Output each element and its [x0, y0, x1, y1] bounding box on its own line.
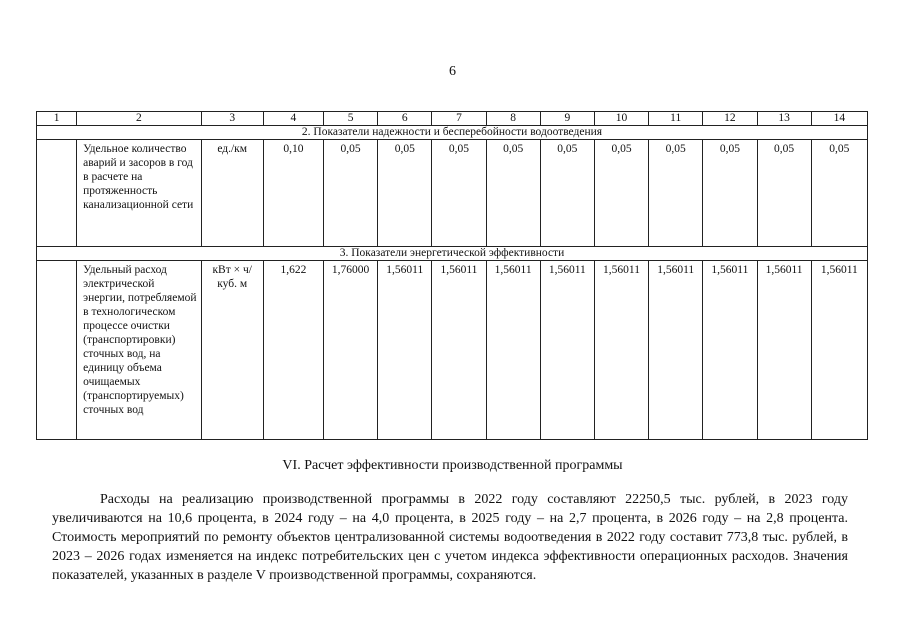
table-row — [37, 261, 868, 440]
value-cell: 0,05 — [540, 140, 594, 247]
section-title-energy: 3. Показатели энергетической эффективности — [37, 247, 868, 261]
header-cell: 5 — [324, 112, 378, 126]
page-number: 6 — [449, 64, 456, 79]
indicator-name-cell: Удельный расход электрической энергии, потребляемой в технологическом процессе очистки (транспортировки) сточных вод, на единицу объема очищаемых (транспортируемых) сточных вод — [77, 261, 201, 440]
header-cell: 13 — [757, 112, 811, 126]
value-cell: 1,56011 — [811, 261, 867, 440]
value-cell: 1,56011 — [378, 261, 432, 440]
section-row-reliability — [37, 126, 868, 140]
value-cell: 1,56011 — [540, 261, 594, 440]
value-cell: 1,56011 — [757, 261, 811, 440]
table-header-row — [37, 112, 868, 126]
header-cell: 8 — [486, 112, 540, 126]
header-cell: 2 — [77, 112, 201, 126]
section-row-energy — [37, 247, 868, 261]
header-cell: 11 — [649, 112, 703, 126]
value-cell: 1,56011 — [649, 261, 703, 440]
value-cell: 1,56011 — [703, 261, 757, 440]
header-cell: 4 — [263, 112, 323, 126]
header-cell: 1 — [37, 112, 77, 126]
row-number-cell — [37, 140, 77, 247]
value-cell: 0,05 — [811, 140, 867, 247]
header-cell: 10 — [594, 112, 648, 126]
indicator-name-cell: Удельное количество аварий и засоров в год в расчете на протяженность канализационной сети — [77, 140, 201, 247]
value-cell: 0,10 — [263, 140, 323, 247]
value-cell: 1,76000 — [324, 261, 378, 440]
header-cell: 9 — [540, 112, 594, 126]
value-cell: 1,56011 — [594, 261, 648, 440]
unit-cell: ед./км — [201, 140, 263, 247]
unit-cell: кВт × ч/ куб. м — [201, 261, 263, 440]
value-cell: 0,05 — [594, 140, 648, 247]
value-cell: 0,05 — [324, 140, 378, 247]
table-row — [37, 140, 868, 247]
value-cell: 0,05 — [703, 140, 757, 247]
value-cell: 0,05 — [757, 140, 811, 247]
header-cell: 14 — [811, 112, 867, 126]
header-cell: 7 — [432, 112, 486, 126]
row-number-cell — [37, 261, 77, 440]
section-title-reliability: 2. Показатели надежности и бесперебойности водоотведения — [37, 126, 868, 140]
value-cell: 0,05 — [378, 140, 432, 247]
header-cell: 6 — [378, 112, 432, 126]
value-cell: 1,56011 — [432, 261, 486, 440]
value-cell: 1,56011 — [486, 261, 540, 440]
value-cell: 0,05 — [432, 140, 486, 247]
section-heading: VI. Расчет эффективности производственной программы — [282, 458, 623, 473]
value-cell: 0,05 — [486, 140, 540, 247]
body-paragraph: Расходы на реализацию производственной программы в 2022 году составляют 22250,5 тыс. рублей, в 2023 году увеличиваются на 10,6 процента, в 2024 году – на 4,0 процента, в 2025 году – на 2,7 процента, в 2026 году – на 2,8 процента. Стоимость мероприятий по ремонту объектов централизованной системы водоотведения в 2022 году составит 773,8 тыс. рублей, в 2023 – 2026 годах изменяется на индекс потребительских цен с учетом индекса эффективности операционных расходов. Значения показателей, указанных в разделе V производственной программы, сохраняются. — [52, 492, 848, 583]
value-cell: 1,622 — [263, 261, 323, 440]
indicators-table — [36, 111, 868, 440]
header-cell: 3 — [201, 112, 263, 126]
header-cell: 12 — [703, 112, 757, 126]
value-cell: 0,05 — [649, 140, 703, 247]
